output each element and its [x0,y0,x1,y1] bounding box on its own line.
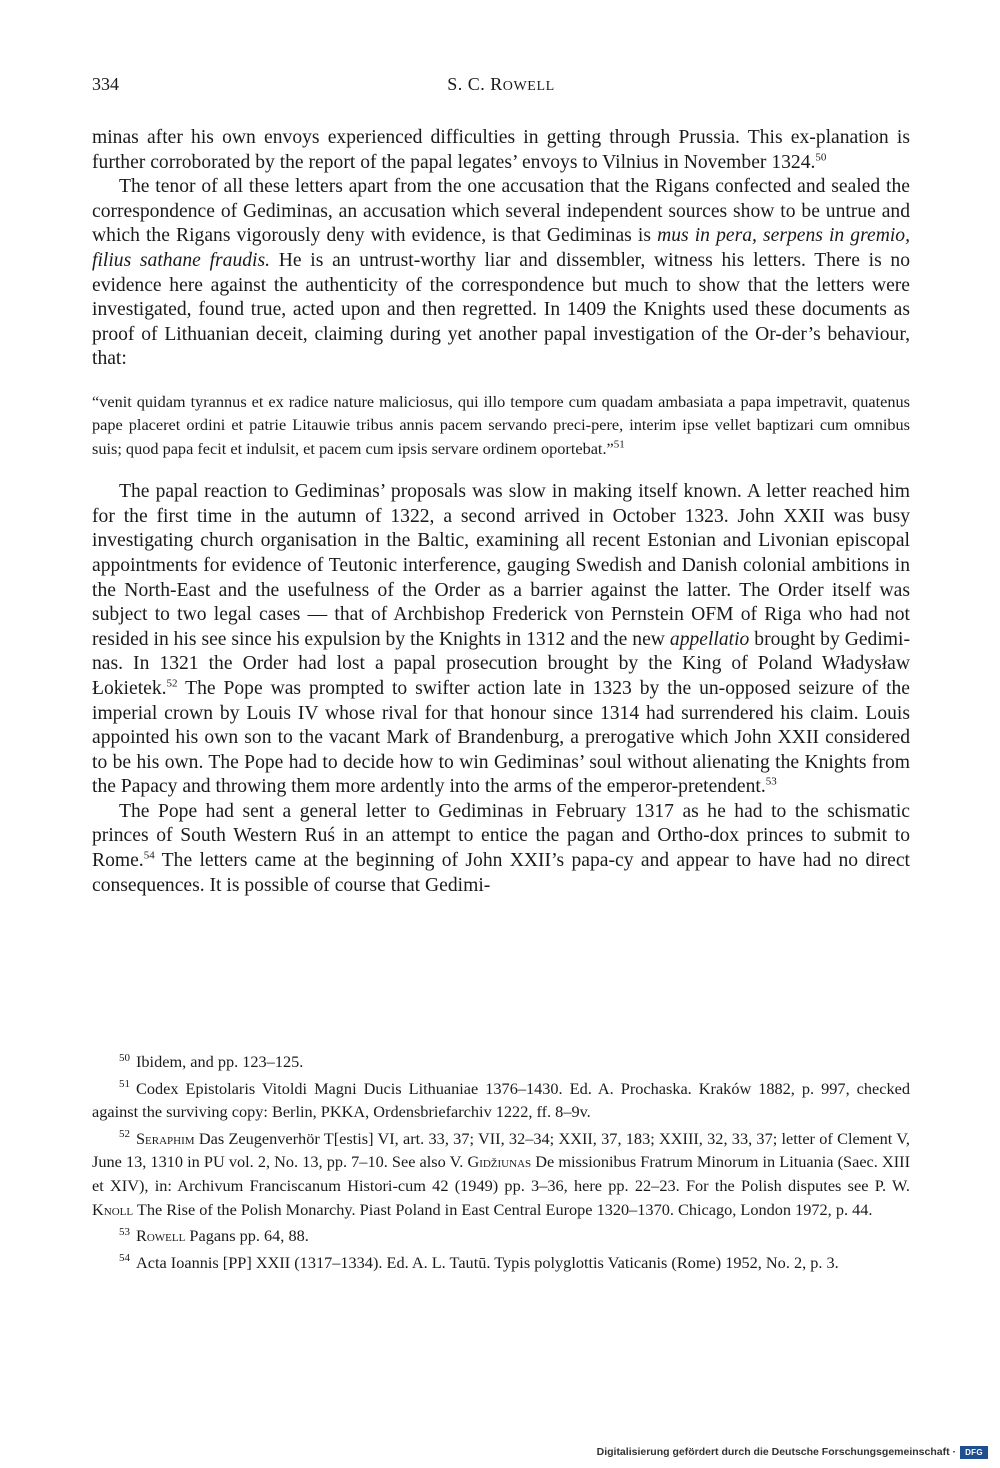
author-initials: S. C. R [447,74,503,94]
footnote-number: 53 [119,1225,130,1238]
footnote-number: 50 [119,1051,130,1064]
paragraph-4-text-b: The letters came at the beginning of John XXII’s papa-cy and appear to have had no direct consequences. It is possible of course that Gedimi- [92,850,910,896]
latin-phrase: mus in pera, serpens in gremio, filius sathane fraudis. [92,225,910,271]
author-name: Rowell [136,1226,186,1246]
footnote-number: 52 [119,1128,130,1141]
footnote-text: Das Zeugenverhör T[estis] VI, art. 33, 37; VII, 32–34; XXII, 37, 183; XXIII, 32, 33, 37; letter of Clement V, June 13, 1310 in PU vol. 2, No. 13, pp. 7–10. See also V. [92,1128,910,1172]
footnotes [92,1050,910,1277]
footnote-ref-50: 50 [815,151,827,164]
credit-text: Digitalisierung gefördert durch die Deutsche Forschungsgemeinschaft · [596,1446,956,1458]
footnote-text: Acta Ioannis [PP] XXII (1317–1334). Ed. A. L. Tautū. Typis polyglottis Vaticanis (Rome) 1952, No. 2, p. 3. [136,1252,839,1272]
main-text [92,126,910,898]
footnote-number: 51 [119,1078,130,1091]
footnote-text: Pagans pp. 64, 88. [185,1226,309,1246]
author-name: Gidžiunas [467,1152,532,1172]
paragraph-1-text: minas after his own envoys experienced difficulties in getting through Prussia. This ex-planation is further corroborated by the report of the papal legates’ envoys to Vilnius in November 1324. [92,127,910,173]
paragraph-4-text-a: The Pope had sent a general letter to Gediminas in February 1317 as he had to the schismatic princes of South Western Ruś in an attempt to entice the pagan and Ortho-dox princes to submit to Rome. [92,800,910,872]
paragraph-3-text-a: The papal reaction to Gediminas’ proposals was slow in making itself known. A letter reached him for the first time in the autumn of 1322, a second arrived in October 1323. John XXII was busy investigating church organisation in the Baltic, examining all recent Estonian and Livonian episcopal appointments for evidence of Teutonic interference, gauging Swedish and Danish colonial ambitions in the North-East and the usefulness of the Order as a barrier against the latter. The Order itself was subject to two legal cases — that of Archbishop Frederick von Pernstein OFM of Riga who had not resided in his see since his expulsion by the Knights in 1312 and the new [92,481,910,650]
footnote-text: The Rise of the Polish Monarchy. Piast Poland in East Central Europe 1320–1370. Chicago, London 1972, p. 44. [133,1199,873,1219]
paragraph-3 [92,480,910,800]
footnote-51 [92,1077,910,1124]
footnote-text: De missionibus Fratrum Minorum in Lituania (Saec. XIII et XIV), in: Archivum Franciscanum Histori-cum 42 (1949) pp. 3–36, here pp. 22–23. For the Polish disputes see P. W. [92,1152,910,1195]
paragraph-2 [92,175,910,372]
author-surname-rest: OWELL [502,79,555,94]
author-name: Seraphim [136,1128,195,1148]
footnote-ref-54: 54 [143,849,155,862]
appellatio-term: appellatio [669,628,750,650]
digitization-credit [597,1444,988,1460]
footnote-54 [92,1251,910,1275]
block-quote-text: “venit quidam tyrannus et ex radice nature maliciosus, qui illo tempore cum quadam ambasiata a papa impetravit, quatenus pape placeret ordini et patrie Litauwie tribus annis pacem servando preci-pere, interim ipse vellet baptizari cum omnibus suis; quod papa fecit et indulsit, et pacem cum ipsis servare ordinem oportebat.” [92,391,910,458]
page-number: 334 [92,74,119,94]
footnote-ref-53: 53 [765,775,777,788]
footnote-text: Codex Epistolaris Vitoldi Magni Ducis Lithuaniae 1376–1430. Ed. A. Prochaska. Kraków 1882, p. 997, checked against the surviving copy: Berlin, PKKA, Ordensbriefarchiv 1222, ff. 8–9v. [92,1078,910,1122]
paragraph-1 [92,126,910,175]
footnote-ref-51: 51 [613,438,625,451]
block-quote [92,390,910,460]
footnote-53 [92,1224,910,1248]
author-name: Knoll [92,1199,134,1219]
paragraph-2-text-a: The tenor of all these letters apart from the one accusation that the Rigans confected and sealed the correspondence of Gediminas, an accusation which several independent sources show to be untrue and which the Rigans vigorously deny with evidence, is that Gediminas is [92,176,910,247]
paragraph-2-text-b: He is an untrust-worthy liar and dissembler, witness his letters. There is no evidence here against the authenticity of the correspondence but much to show that the letters were investigated, found true, acted upon and then regretted. In 1409 the Knights used these documents as proof of Lithuanian deceit, claiming during yet another papal investigation of the Or-der’s behaviour, that: [92,249,910,370]
footnote-52 [92,1127,910,1221]
footnote-number: 54 [119,1252,130,1265]
paragraph-3-text-c: The Pope was prompted to swifter action late in 1323 by the un-opposed seizure of the imperial crown by Louis IV whose rival for that honour since 1314 had surrendered his claim. Louis appointed his own son to the vacant Mark of Brandenburg, a prerogative which John XXII considered to be his own. The Pope had to decide how to win Gediminas’ soul without alienating the Knights from the Papacy and throwing them more ardently into the arms of the emperor-pretendent. [92,677,910,798]
author-running-title [92,74,910,95]
paragraph-4 [92,800,910,898]
footnote-50 [92,1050,910,1074]
dfg-logo-icon: DFG [960,1446,988,1459]
footnote-text: Ibidem, and pp. 123–125. [136,1052,304,1071]
paragraph-3-text-b: brought by Gedimi-nas. In 1321 the Order had lost a papal prosecution brought by the King of Poland Władysław Łokietek. [92,628,910,699]
running-head [92,74,910,102]
footnote-ref-52: 52 [166,677,178,690]
